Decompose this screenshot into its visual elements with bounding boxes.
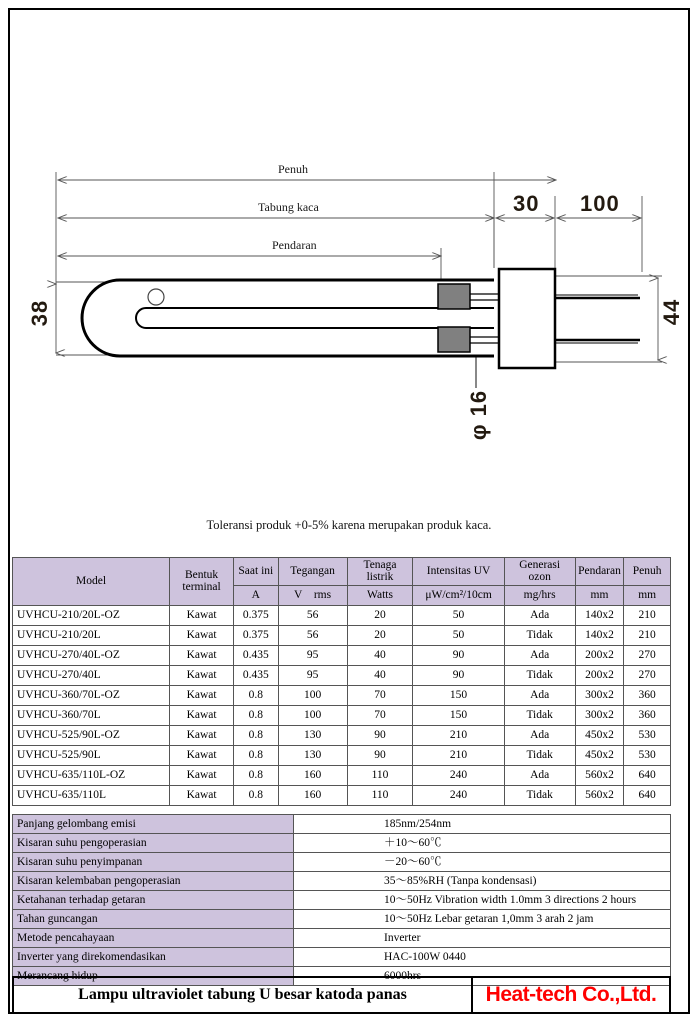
cell-value: 0.375 [234, 605, 279, 625]
cell-value: 210 [624, 605, 671, 625]
cell-value: 150 [413, 705, 504, 725]
cell-value: 90 [347, 725, 413, 745]
cell-value: 270 [624, 665, 671, 685]
cell-value: 0.375 [234, 625, 279, 645]
cell-value: Ada [504, 645, 575, 665]
spec-row [13, 834, 671, 853]
cell-value: 140x2 [575, 605, 624, 625]
cell-value: Tidak [504, 665, 575, 685]
cell-model-name: UVHCU-210/20L-OZ [13, 605, 170, 625]
cell-value: Kawat [170, 705, 234, 725]
cell-value: Ada [504, 765, 575, 785]
dimension-label-glow: Pendaran [272, 238, 317, 252]
dimension-label-full-length: Penuh [278, 162, 308, 176]
col-header-uv-intensity: Intensitas UV [413, 558, 504, 586]
cell-model-name: UVHCU-270/40L [13, 665, 170, 685]
spec-label: Inverter yang direkomendasikan [13, 948, 294, 967]
cell-value: 530 [624, 725, 671, 745]
cell-value: 95 [278, 665, 347, 685]
cell-value: Ada [504, 725, 575, 745]
cell-value: 160 [278, 765, 347, 785]
cell-value: Kawat [170, 605, 234, 625]
spec-value: 35～85%RH (Tanpa kondensasi) [294, 872, 671, 891]
dimension-label-glass-tube: Tabung kaca [258, 200, 319, 214]
table-row [13, 625, 671, 645]
cell-value: 130 [278, 725, 347, 745]
spec-value: 10～50Hz Vibration width 1.0mm 3 directions 2 hours [294, 891, 671, 910]
cell-value: 200x2 [575, 645, 624, 665]
glass-tube-inner-slot [136, 308, 494, 328]
table-row [13, 765, 671, 785]
col-unit-voltage: V rms [278, 585, 347, 605]
cell-value: 240 [413, 765, 504, 785]
spec-row [13, 872, 671, 891]
cell-value: 530 [624, 745, 671, 765]
table-row [13, 705, 671, 725]
terminal-block-lower [438, 327, 470, 352]
cell-value: 270 [624, 645, 671, 665]
spec-table-body [13, 815, 671, 986]
cell-model-name: UVHCU-270/40L-OZ [13, 645, 170, 665]
table-row [13, 665, 671, 685]
cell-value: Ada [504, 685, 575, 705]
cell-value: 100 [278, 705, 347, 725]
cell-value: Tidak [504, 785, 575, 805]
cell-value: 200x2 [575, 665, 624, 685]
cell-value: 640 [624, 765, 671, 785]
cell-value: 0.435 [234, 665, 279, 685]
cell-value: 360 [624, 705, 671, 725]
table-row [13, 725, 671, 745]
cell-value: 560x2 [575, 785, 624, 805]
cell-value: 110 [347, 785, 413, 805]
col-unit-current: A [234, 585, 279, 605]
col-header-model: Model [13, 558, 170, 606]
exhaust-tip-circle [148, 289, 164, 305]
cell-value: Kawat [170, 725, 234, 745]
spec-value: HAC-100W 0440 [294, 948, 671, 967]
cell-value: 70 [347, 705, 413, 725]
cell-value: Kawat [170, 785, 234, 805]
cell-value: Kawat [170, 685, 234, 705]
spec-value: 10～50Hz Lebar getaran 1,0mm 3 arah 2 jam [294, 910, 671, 929]
cell-model-name: UVHCU-210/20L [13, 625, 170, 645]
cell-model-name: UVHCU-525/90L [13, 745, 170, 765]
cell-value: 90 [413, 665, 504, 685]
col-header-ozone: Generasi ozon [504, 558, 575, 586]
cell-model-name: UVHCU-360/70L-OZ [13, 685, 170, 705]
spec-value: －20～60℃ [294, 853, 671, 872]
model-specification-table [12, 557, 671, 806]
spec-label: Metode pencahayaan [13, 929, 294, 948]
spec-label: Tahan guncangan [13, 910, 294, 929]
spec-value: 6000hrs [294, 967, 671, 986]
cell-value: Kawat [170, 625, 234, 645]
cell-model-name: UVHCU-635/110L [13, 785, 170, 805]
col-unit-full-length: mm [624, 585, 671, 605]
datasheet-page [8, 8, 690, 1014]
cell-value: 50 [413, 605, 504, 625]
cell-model-name: UVHCU-360/70L [13, 705, 170, 725]
col-header-full-length: Penuh [624, 558, 671, 586]
table-head [13, 558, 671, 606]
spec-row [13, 948, 671, 967]
spec-label: Merancang hidup [13, 967, 294, 986]
cell-value: 56 [278, 605, 347, 625]
cell-value: Tidak [504, 745, 575, 765]
cell-value: Kawat [170, 765, 234, 785]
spec-label: Panjang gelombang emisi [13, 815, 294, 834]
cell-value: 40 [347, 645, 413, 665]
spec-label: Kisaran suhu penyimpanan [13, 853, 294, 872]
drawing-svg [10, 10, 688, 500]
terminal-block-upper [438, 284, 470, 309]
cell-value: 0.8 [234, 745, 279, 765]
cell-value: 450x2 [575, 745, 624, 765]
company-logo: Heat-tech Co.,Ltd. [485, 983, 657, 1006]
col-unit-power: Watts [347, 585, 413, 605]
spec-row [13, 929, 671, 948]
table-row [13, 645, 671, 665]
spec-label: Kisaran kelembaban pengoperasian [13, 872, 294, 891]
spec-row [13, 815, 671, 834]
spec-value: Inverter [294, 929, 671, 948]
col-unit-uv-intensity: μW/cm²/10cm [413, 585, 504, 605]
cell-value: 210 [624, 625, 671, 645]
spec-row [13, 853, 671, 872]
spec-row [13, 891, 671, 910]
cell-value: 50 [413, 625, 504, 645]
cell-value: 90 [413, 645, 504, 665]
cell-value: 300x2 [575, 685, 624, 705]
cell-value: 0.8 [234, 705, 279, 725]
general-specification-table [12, 814, 671, 986]
product-title: Lampu ultraviolet tabung U besar katoda panas [14, 978, 473, 1012]
col-header-glow-length: Pendaran [575, 558, 624, 586]
cell-value: 0.8 [234, 785, 279, 805]
spec-value: 185nm/254nm [294, 815, 671, 834]
cell-value: 0.8 [234, 765, 279, 785]
cell-value: 140x2 [575, 625, 624, 645]
cell-value: 450x2 [575, 725, 624, 745]
cell-value: 0.435 [234, 645, 279, 665]
table-row [13, 745, 671, 765]
cell-value: 56 [278, 625, 347, 645]
dimension-value-tube-diameter: φ 16 [466, 389, 491, 441]
table-row [13, 785, 671, 805]
col-header-power: Tenaga listrik [347, 558, 413, 586]
col-unit-ozone: mg/hrs [504, 585, 575, 605]
cell-value: Kawat [170, 745, 234, 765]
cell-value: 0.8 [234, 725, 279, 745]
spec-value: ＋10～60℃ [294, 834, 671, 853]
cell-value: 70 [347, 685, 413, 705]
table-row [13, 605, 671, 625]
cell-value: 150 [413, 685, 504, 705]
col-header-current: Saat ini [234, 558, 279, 586]
page-footer [12, 976, 671, 1014]
spec-label: Ketahanan terhadap getaran [13, 891, 294, 910]
table-body [13, 605, 671, 805]
cell-value: 640 [624, 785, 671, 805]
cell-value: Kawat [170, 645, 234, 665]
spec-row [13, 910, 671, 929]
cell-value: 240 [413, 785, 504, 805]
cell-value: Ada [504, 605, 575, 625]
dimension-value-base-length: 30 [513, 191, 540, 216]
dimension-value-tube-height: 38 [27, 299, 52, 327]
table-row [13, 685, 671, 705]
col-header-terminal-type: Bentuk terminal [170, 558, 234, 606]
cell-value: 360 [624, 685, 671, 705]
header-row-titles [13, 558, 671, 586]
cell-value: 300x2 [575, 705, 624, 725]
cell-value: 210 [413, 745, 504, 765]
cell-value: 210 [413, 725, 504, 745]
cell-value: 20 [347, 605, 413, 625]
col-header-voltage: Tegangan [278, 558, 347, 586]
lamp-dimension-drawing [10, 10, 688, 500]
cell-value: Kawat [170, 665, 234, 685]
spec-label: Kisaran suhu pengoperasian [13, 834, 294, 853]
cell-value: 160 [278, 785, 347, 805]
cell-value: 110 [347, 765, 413, 785]
cell-model-name: UVHCU-525/90L-OZ [13, 725, 170, 745]
cell-value: 560x2 [575, 765, 624, 785]
tolerance-note: Toleransi produk +0-5% karena merupakan produk kaca. [206, 518, 492, 532]
dimension-value-base-height: 44 [659, 298, 684, 326]
dimension-value-lead-length: 100 [580, 191, 620, 216]
cell-value: Tidak [504, 705, 575, 725]
cell-value: Tidak [504, 625, 575, 645]
cell-value: 130 [278, 745, 347, 765]
cell-value: 95 [278, 645, 347, 665]
cell-value: 20 [347, 625, 413, 645]
cell-value: 100 [278, 685, 347, 705]
col-unit-glow-length: mm [575, 585, 624, 605]
cell-model-name: UVHCU-635/110L-OZ [13, 765, 170, 785]
cell-value: 40 [347, 665, 413, 685]
cell-value: 0.8 [234, 685, 279, 705]
lamp-base-housing [499, 269, 555, 368]
cell-value: 90 [347, 745, 413, 765]
